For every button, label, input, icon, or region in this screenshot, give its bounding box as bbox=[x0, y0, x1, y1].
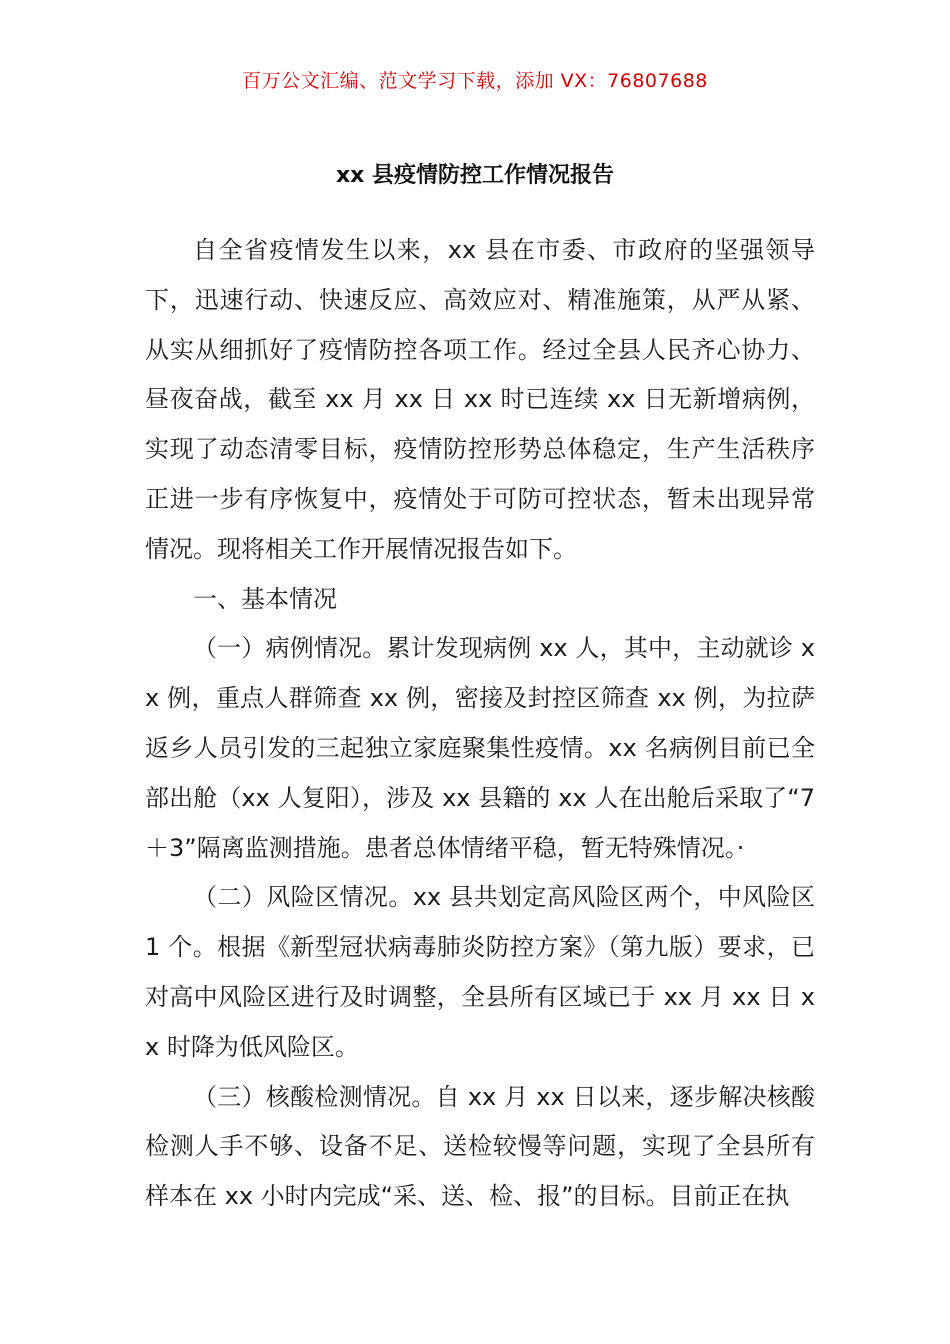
document-body bbox=[145, 226, 815, 1222]
risk-area-paragraph: （二）风险区情况。xx 县共划定高风险区两个，中风险区 1 个。根据《新型冠状病毒肺炎防控方案》（第九版）要求，已对高中风险区进行及时调整，全县所有区域已于 xx 月 xx 日 xx 时降为低风险区。 bbox=[145, 883, 815, 1061]
section-heading: 一、基本情况 bbox=[193, 584, 337, 613]
testing-paragraph: （三）核酸检测情况。自 xx 月 xx 日以来，逐步解决核酸检测人手不够、设备不足、送检较慢等问题，实现了全县所有样本在 xx 小时内完成“采、送、检、报”的目标。目前正在执 bbox=[145, 1082, 815, 1211]
header-note: 百万公文汇编、范文学习下载，添加 VX：76807688 bbox=[242, 70, 708, 92]
case-paragraph: （一）病例情况。累计发现病例 xx 人，其中，主动就诊 xx 例，重点人群筛查 xx 例，密接及封控区筛查 xx 例，为拉萨返乡人员引发的三起独立家庭聚集性疫情。xx 名病例目前已全部出舱（xx 人复阳），涉及 xx 县籍的 xx 人在出舱后采取了“7＋3”隔离监测措施。患者总体情绪平稳，暂无特殊情况。· bbox=[145, 634, 815, 862]
document-title: xx 县疫情防控工作情况报告 bbox=[335, 163, 615, 188]
intro-paragraph: 自全省疫情发生以来，xx 县在市委、市政府的坚强领导下，迅速行动、快速反应、高效应对、精准施策，从严从紧、从实从细抓好了疫情防控各项工作。经过全县人民齐心协力、昼夜奋战，截至 xx 月 xx 日 xx 时已连续 xx 日无新增病例，实现了动态清零目标，疫情防控形势总体稳定，生产生活秩序正进一步有序恢复中，疫情处于可防可控状态，暂未出现异常情况。现将相关工作开展情况报告如下。 bbox=[145, 236, 815, 563]
